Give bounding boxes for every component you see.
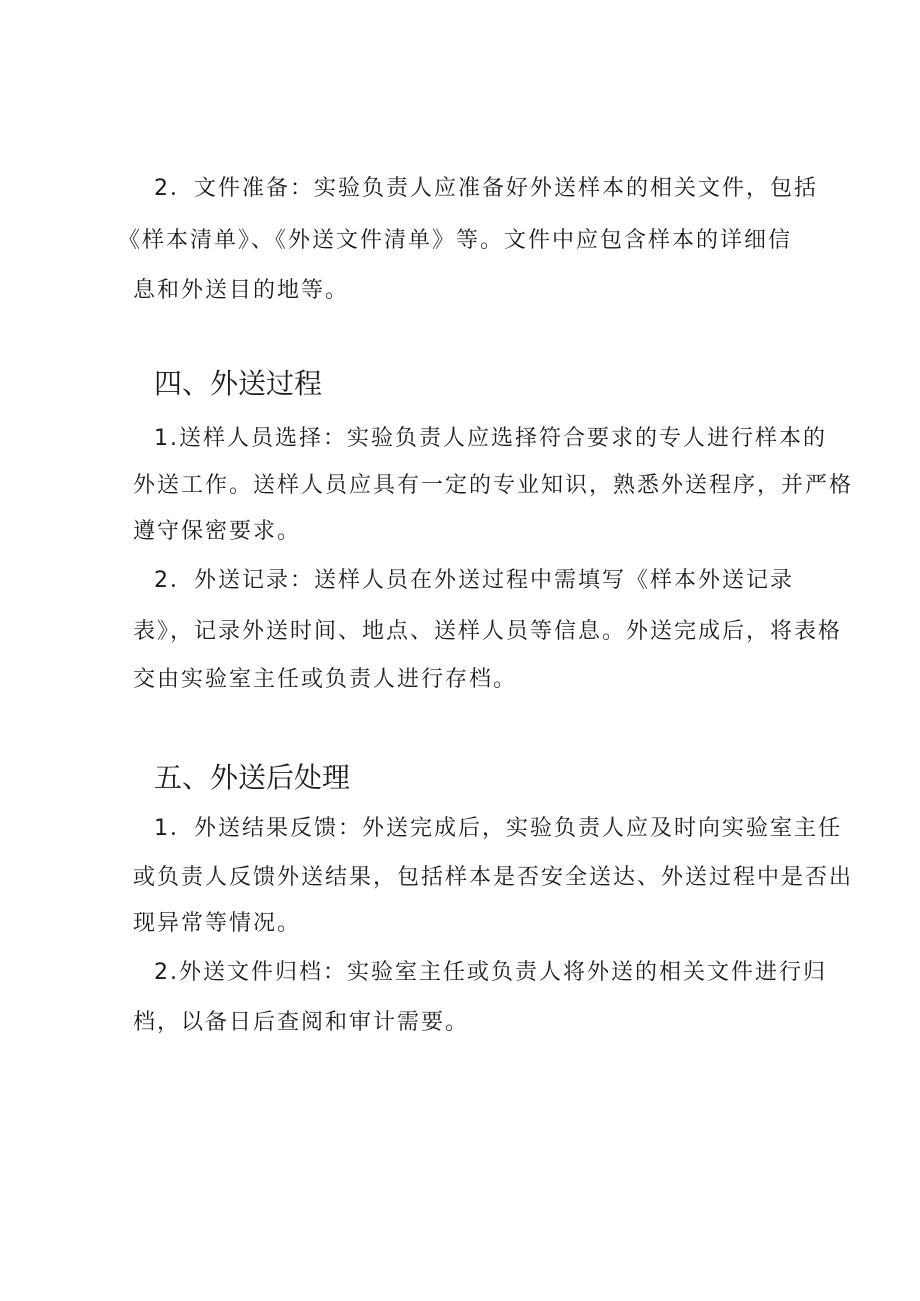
paragraph-line: 1.送样人员选择：实验负责人应选择符合要求的专人进行样本的 bbox=[154, 426, 827, 451]
paragraph-line: 表》，记录外送时间、地点、送样人员等信息。外送完成后，将表格 bbox=[133, 619, 843, 644]
paragraph-line: 1．外送结果反馈：外送完成后，实验负责人应及时向实验室主任 bbox=[154, 816, 842, 841]
paragraph-line: 2．外送记录：送样人员在外送过程中需填写《样本外送记录 bbox=[154, 568, 794, 593]
paragraph-line: 遵守保密要求。 bbox=[133, 519, 302, 544]
paragraph-line: 或负责人反馈外送结果，包括样本是否安全送达、外送过程中是否出 bbox=[133, 865, 854, 890]
paragraph-line: 2．文件准备：实验负责人应准备好外送样本的相关文件，包括 bbox=[154, 176, 818, 201]
paragraph-line: 交由实验室主任或负责人进行存档。 bbox=[133, 667, 518, 692]
paragraph-line: 2.外送文件归档：实验室主任或负责人将外送的相关文件进行归 bbox=[154, 960, 827, 985]
section-heading-delivery-process: 四、外送过程 bbox=[154, 367, 323, 400]
paragraph-line: 档，以备日后查阅和审计需要。 bbox=[133, 1010, 470, 1035]
paragraph-line: 外送工作。送样人员应具有一定的专业知识，熟悉外送程序，并严格 bbox=[133, 473, 854, 498]
paragraph-line: 现异常等情况。 bbox=[133, 911, 302, 936]
paragraph-line: 息和外送目的地等。 bbox=[133, 278, 350, 303]
paragraph-line: 《样本清单》、《外送文件清单》等。文件中应包含样本的详细信 bbox=[118, 228, 793, 253]
section-heading-post-delivery: 五、外送后处理 bbox=[154, 761, 351, 794]
